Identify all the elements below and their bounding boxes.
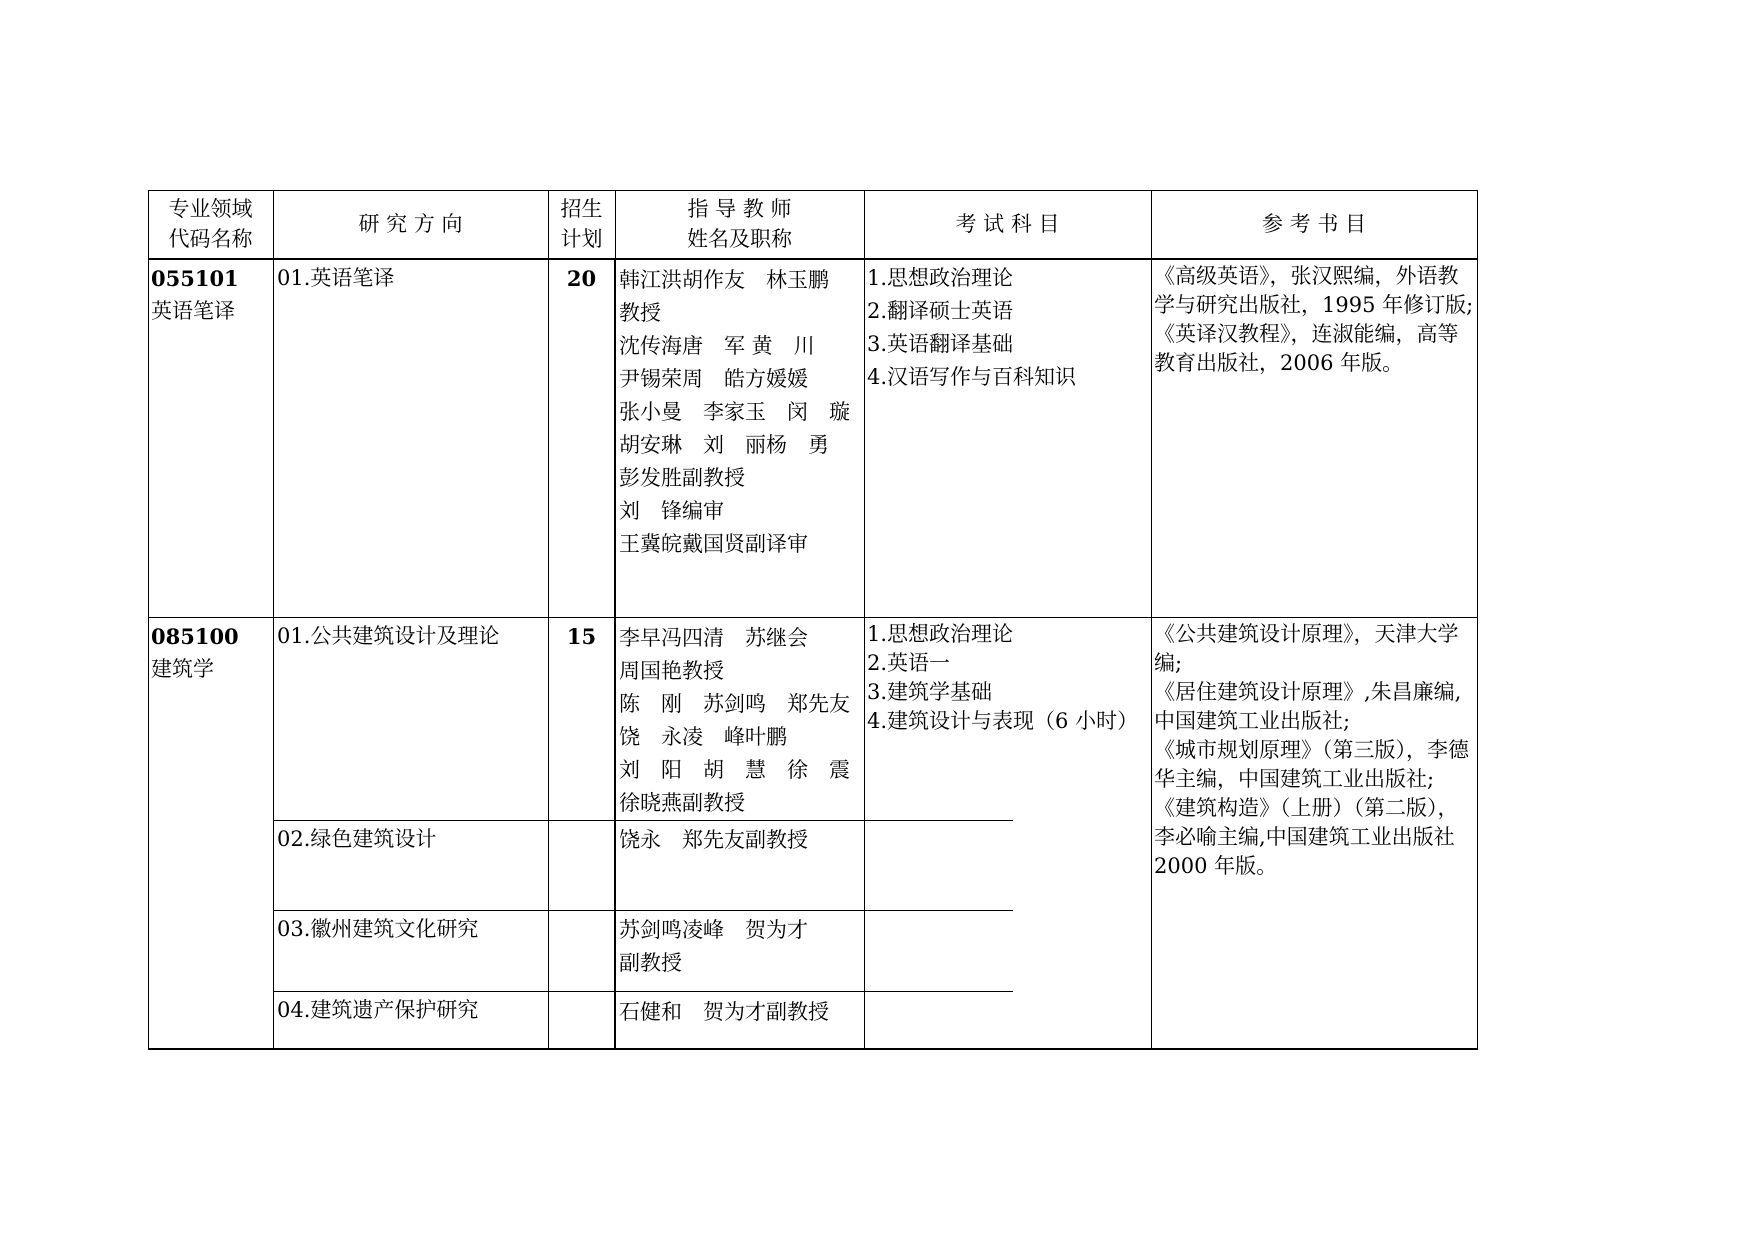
header-exams: 考 试 科 目 (955, 212, 1060, 236)
row2-teachers-04: 石健和 贺为才副教授 (619, 1000, 829, 1024)
row2-code-name: 085100 建筑学 (151, 624, 239, 681)
row2-teachers-03: 苏剑鸣凌峰 贺为才 副教授 (619, 918, 808, 975)
row2-exams: 1.思想政治理论 2.英语一 3.建筑学基础 4.建筑设计与表现（6 小时） (867, 622, 1139, 733)
row2-direction-03: 03.徽州建筑文化研究 (277, 917, 479, 941)
row1-plan: 20 (566, 266, 597, 291)
row2-plan: 15 (566, 624, 597, 649)
row1-teachers: 韩江洪胡作友 林玉鹏 教授 沈传海唐 军 黄 川 尹锡荣周 皓方媛媛 张小曼 李家玉 闵 璇 胡安琳 刘 丽杨 勇 彭发胜副教授 刘 锋编审 王冀皖戴国贤副译审 (619, 268, 850, 556)
row1-exams: 1.思想政治理论 2.翻译硕士英语 3.英语翻译基础 4.汉语写作与百科知识 (867, 266, 1077, 389)
admissions-table (148, 190, 1478, 1050)
header-teachers: 指 导 教 师 姓名及职称 (687, 197, 792, 251)
row1-code-name: 055101 英语笔译 (151, 266, 239, 323)
header-code-name: 专业领域 代码名称 (168, 197, 253, 251)
row2-direction-04: 04.建筑遗产保护研究 (277, 998, 479, 1022)
row2-direction-02: 02.绿色建筑设计 (277, 827, 437, 851)
row2-teachers-01: 李早冯四清 苏继会 周国艳教授 陈 刚 苏剑鸣 郑先友 饶 永凌 峰叶鹏 刘 阳 胡 慧 徐 震 徐晓燕副教授 (619, 626, 850, 815)
row2-references: 《公共建筑设计原理》，天津大学 编; 《居住建筑设计原理》,朱昌廉编, 中国建筑工业出版社; 《城市规划原理》（第三版），李德 华主编，中国建筑工业出版社; 《建筑构造》（上册）（第二版）， 李必喻主编,中国建筑工业出版社 2000 年版。 (1154, 622, 1469, 878)
header-direction: 研 究 方 向 (358, 212, 463, 236)
header-references: 参 考 书 目 (1261, 212, 1367, 236)
header-plan: 招生 计划 (560, 197, 603, 251)
row2-teachers-02: 饶永 郑先友副教授 (619, 828, 808, 852)
row1-references: 《高级英语》，张汉熙编，外语教 学与研究出版社，1995 年修订版; 《英译汉教程》，连淑能编，高等 教育出版社，2006 年版。 (1154, 264, 1474, 375)
row2-direction-01: 01.公共建筑设计及理论 (277, 624, 500, 648)
row1-direction-01: 01.英语笔译 (277, 266, 395, 290)
